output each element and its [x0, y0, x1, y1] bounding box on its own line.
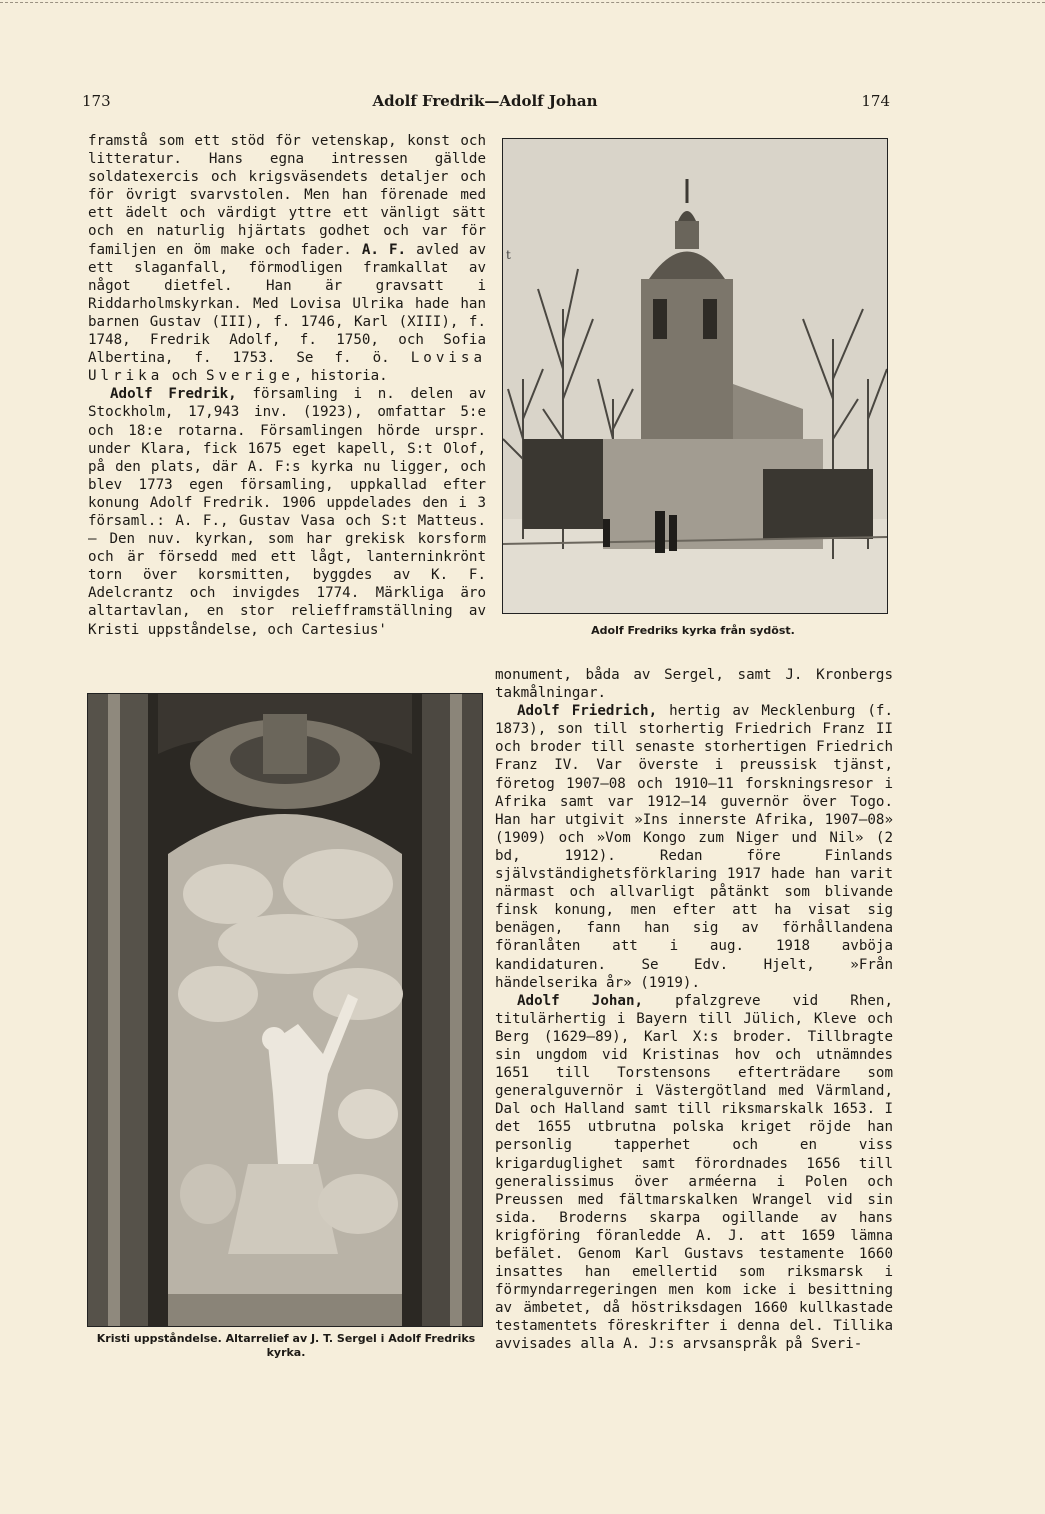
page-number-left: 173 [82, 92, 111, 110]
margin-mark: t [506, 248, 511, 262]
continuation-paragraph: framstå som ett stöd för vetenskap, konst och litteratur. Hans egna intressen gällde soldatexercis och krigsväsendets detaljer och för övrigt svarvstolen. Men han förenade med ett ädelt och värdigt yttre ett vänligt sätt och en naturlig hjärtats godhet och var för familjen en öm make och fader. A. F. avled av ett slaganfall, förmodligen framkallat av något dietfel. Han är gravsatt i Riddarholmskyrkan. Med Lovisa Ulrika hade han barnen Gustav (III), f. 1746, Karl (XIII), f. 1748, Fredrik Adolf, f. 1750, och Sofia Albertina, f. 1753. Se f. ö. Lovisa Ulrika och Sverige, historia. [88, 133, 486, 385]
running-title: Adolf Fredrik—Adolf Johan [372, 92, 598, 110]
entry-heading: Adolf Friedrich, [517, 703, 658, 720]
relief-photo-caption: Kristi uppståndelse. Altarrelief av J. T. Sergel i Adolf Fredriks kyrka. [96, 1332, 476, 1359]
continuation-paragraph: monument, båda av Sergel, samt J. Kronbergs takmålningar. [495, 667, 893, 702]
left-column [88, 132, 486, 639]
church-photo-caption: Adolf Fredriks kyrka från sydöst. [591, 624, 795, 637]
entry-adolf-fredrik-parish: Adolf Fredrik, församling i n. delen av Stockholm, 17,943 inv. (1923), omfattar 5:e och 18:e rotarna. Församlingen hörde urspr. under Klara, fick 1675 eget kapell, S:t Olof, på den plats, där A. F:s kyrka nu ligger, och blev 1773 egen församling, uppkallad efter konung Adolf Fredrik. 1906 uppdelades den i 3 församl.: A. F., Gustav Vasa och S:t Matteus. — Den nuv. kyrkan, som har grekisk korsform och är försedd med ett lågt, lanterninkrönt torn över korsmitten, byggdes av K. F. Adelcrantz och invigdes 1774. Märkliga äro altartavlan, en stor reliefframställning av Kristi uppståndelse, och Cartesius' [88, 386, 486, 638]
cross-ref: Lovisa Ulrika [88, 350, 486, 385]
altar-relief-photo [87, 693, 483, 1327]
entry-heading: Adolf Johan, [517, 992, 644, 1009]
entry-heading: Adolf Fredrik, [110, 386, 237, 403]
cross-ref: Sverige [205, 368, 294, 385]
entry-adolf-johan: Adolf Johan, pfalzgreve vid Rhen, titulärhertig i Bayern till Jülich, Kleve och Berg (1629—89), Karl X:s broder. Tillbragte sin ungdom vid Kristinas hov och utnämndes 1651 till Torstensons efterträdare som generalguvernör i Västergötland med Värmland, Dal och Halland samt till riksmarskalk 1653. I det 1655 utbrutna polska kriget röjde han personlig tapperhet och en viss krigarduglighet samt förordnades 1656 till generalissimus över arméerna i Polen och Preussen med fältmarskalken Wrangel vid sin sida. Broderns skarpa ogillande av hans krigföring föranledde A. J. att 1659 lämna befälet. Genom Karl Gustavs testamente 1660 insattes han emellertid som riksmarsk i förmyndarregeringen men kom icke i besittning av ämbetet, då höstriksdagen 1660 kullkastade testamentets föreskrifter i denna del. Tillika avvisades alla A. J:s arvsanspråk på Sveri- [495, 992, 893, 1353]
church-photo [502, 138, 888, 614]
right-column [495, 666, 893, 1354]
page-header [80, 92, 890, 116]
scan-edge-line [0, 2, 1045, 3]
page-number-right: 174 [861, 92, 890, 110]
entry-adolf-friedrich: Adolf Friedrich, hertig av Mecklenburg (f. 1873), son till storhertig Friedrich Franz II och broder till senaste storhertigen Friedrich Franz IV. Var överste i preussisk tjänst, företog 1907—08 och 1910—11 forskningsresor i Afrika samt var 1912—14 guvernör över Togo. Han har utgivit »Ins innerste Afrika, 1907—08» (1909) och »Vom Kongo zum Niger und Nil» (2 bd, 1912). Redan före Finlands självständighetsförklaring 1917 hade han varit närmast och allvarligt påtänkt som blivande finsk konung, men efter att ha visat sig benägen, fann han sig av förhållandena föranlåten att i aug. 1918 avböja kandidaturen. Se Edv. Hjelt, »Från händelserika år» (1919). [495, 703, 894, 991]
